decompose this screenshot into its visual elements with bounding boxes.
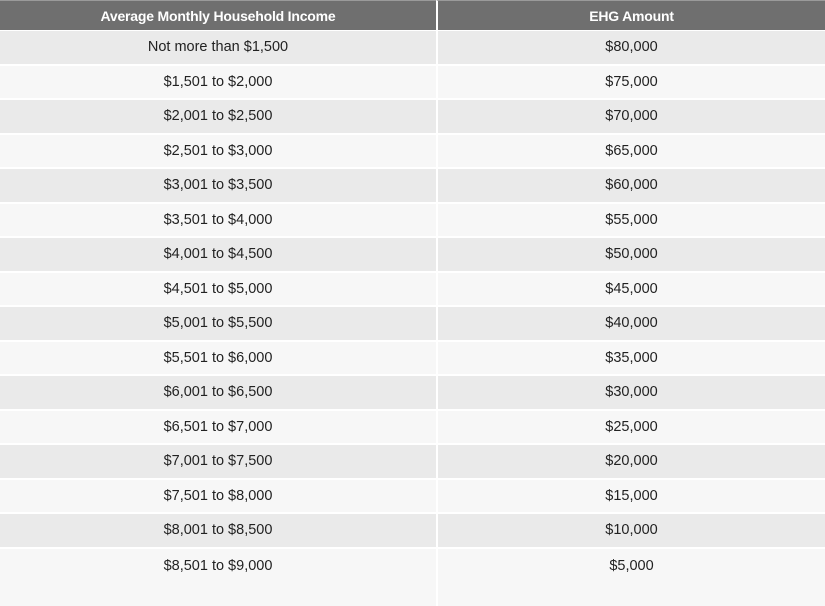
table-row [0,273,825,308]
income-range-cell: $6,501 to $7,000 [0,411,436,446]
table-row [0,514,825,549]
table-row [0,238,825,273]
income-range-cell: Not more than $1,500 [0,31,436,66]
table-row [0,480,825,515]
table-row [0,66,825,101]
income-range-cell: $5,501 to $6,000 [0,342,436,377]
table-row [0,100,825,135]
ehg-amount-cell: $40,000 [436,307,825,342]
table-row [0,342,825,377]
income-range-cell: $3,501 to $4,000 [0,204,436,239]
income-range-cell: $8,501 to $9,000 [0,549,436,606]
table-row [0,204,825,239]
ehg-amount-cell: $55,000 [436,204,825,239]
ehg-amount-cell: $5,000 [436,549,825,606]
table-row [0,135,825,170]
ehg-amount-cell: $65,000 [436,135,825,170]
income-range-cell: $1,501 to $2,000 [0,66,436,101]
income-range-cell: $6,001 to $6,500 [0,376,436,411]
ehg-amount-cell: $75,000 [436,66,825,101]
income-range-cell: $5,001 to $5,500 [0,307,436,342]
ehg-amount-cell: $45,000 [436,273,825,308]
income-range-cell: $8,001 to $8,500 [0,514,436,549]
ehg-amount-cell: $50,000 [436,238,825,273]
table-row [0,411,825,446]
table-header-row [0,0,825,31]
ehg-amount-cell: $20,000 [436,445,825,480]
ehg-amount-cell: $10,000 [436,514,825,549]
ehg-amount-cell: $70,000 [436,100,825,135]
ehg-amount-cell: $35,000 [436,342,825,377]
table-row [0,31,825,66]
ehg-amount-cell: $25,000 [436,411,825,446]
income-range-cell: $3,001 to $3,500 [0,169,436,204]
income-range-cell: $2,001 to $2,500 [0,100,436,135]
column-header-ehg-amount: EHG Amount [436,0,825,31]
income-range-cell: $4,501 to $5,000 [0,273,436,308]
column-header-income: Average Monthly Household Income [0,0,436,31]
ehg-amount-cell: $80,000 [436,31,825,66]
table-row [0,169,825,204]
table-row [0,376,825,411]
income-range-cell: $4,001 to $4,500 [0,238,436,273]
ehg-amount-cell: $30,000 [436,376,825,411]
income-range-cell: $2,501 to $3,000 [0,135,436,170]
table-row [0,307,825,342]
income-range-cell: $7,501 to $8,000 [0,480,436,515]
ehg-amount-cell: $15,000 [436,480,825,515]
income-range-cell: $7,001 to $7,500 [0,445,436,480]
ehg-amount-cell: $60,000 [436,169,825,204]
table-row [0,445,825,480]
